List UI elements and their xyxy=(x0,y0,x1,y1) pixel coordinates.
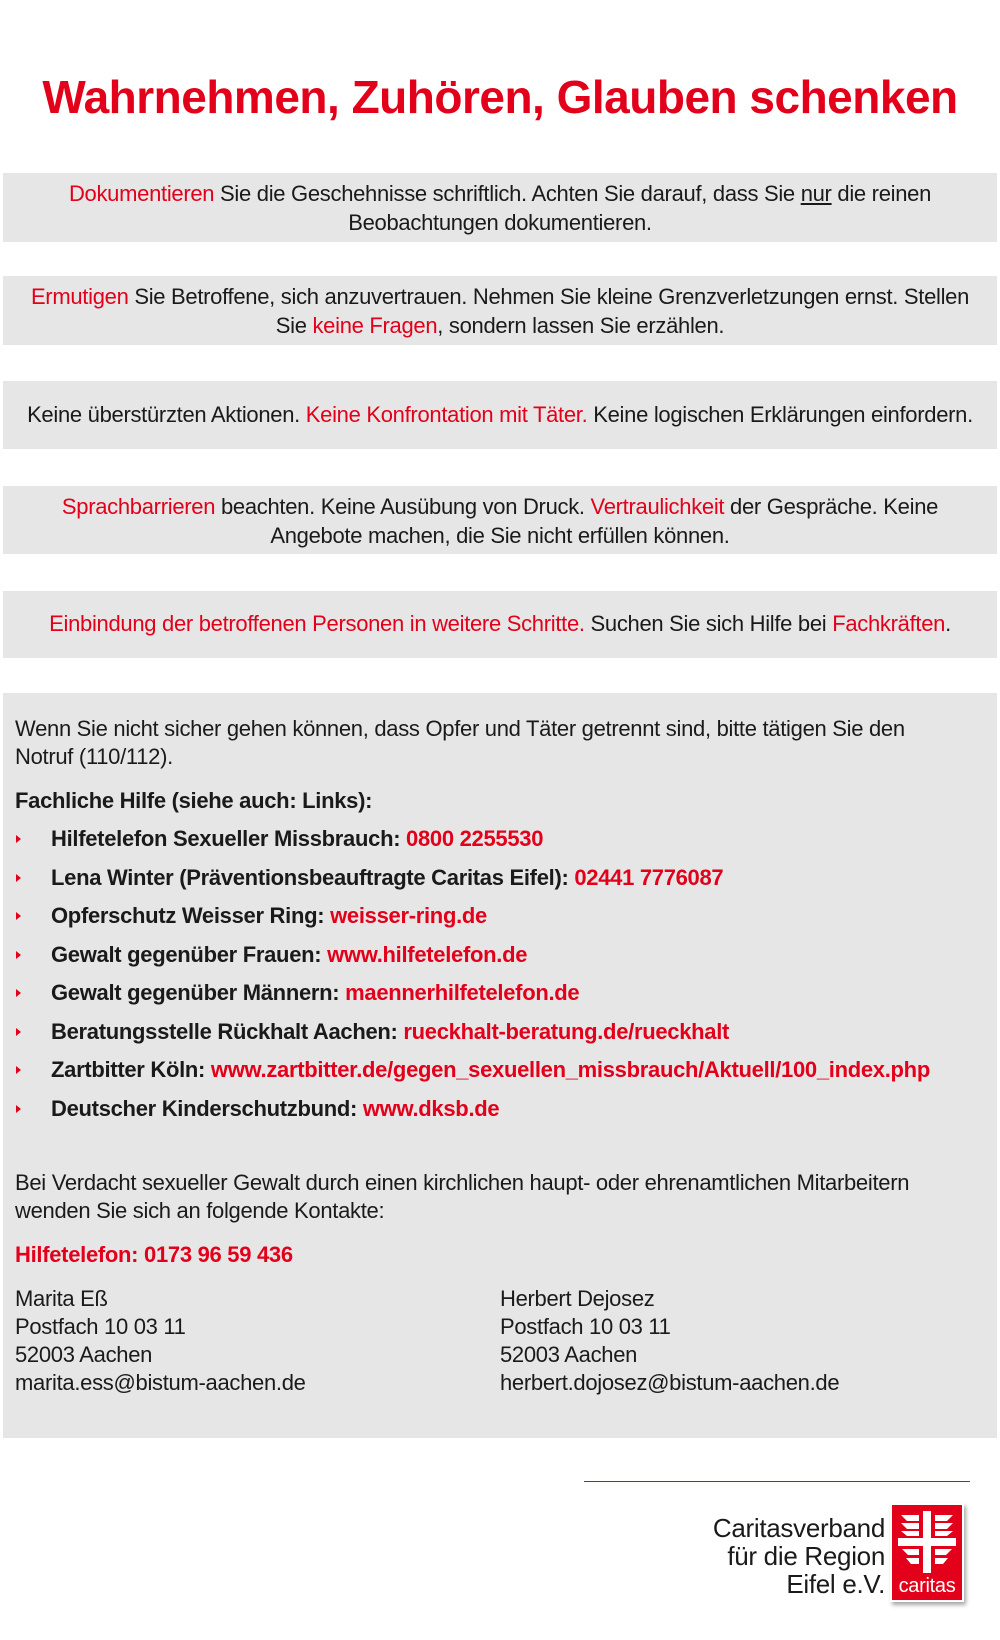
language-box xyxy=(3,486,997,554)
documentation-box xyxy=(3,173,997,242)
caritas-logo xyxy=(890,1503,964,1602)
encourage-line-1 xyxy=(3,283,997,312)
list-item xyxy=(15,979,985,1018)
org-line-3: Eifel e.V. xyxy=(786,1569,885,1599)
language-keyword: Sprachbarrieren xyxy=(61,494,216,519)
page-title: Wahrnehmen, Zuhören, Glauben schenken xyxy=(42,71,958,123)
involvement-box xyxy=(3,591,997,658)
language-line-2: Angebote machen, die Sie nicht erfüllen können. xyxy=(270,522,730,548)
bullet-arrow-icon xyxy=(16,989,21,997)
contact-po-box: Postfach 10 03 11 xyxy=(15,1314,186,1339)
no-rash-actions-line xyxy=(3,401,997,430)
contact-name: Marita Eß xyxy=(15,1286,108,1311)
encourage-keyword: Ermutigen xyxy=(30,284,129,309)
org-line-1: Caritasverband xyxy=(712,1513,885,1543)
link-label: Gewalt gegenüber Männern: xyxy=(51,980,346,1005)
involvement-line xyxy=(3,610,997,639)
help-links-list xyxy=(15,825,985,1133)
link-value[interactable]: www.zartbitter.de/gegen_sexuellen_missbrauch/Aktuell/100_index.php xyxy=(210,1057,930,1082)
bullet-arrow-icon xyxy=(16,1066,21,1074)
link-value[interactable]: maennerhilfetelefon.de xyxy=(345,980,580,1005)
help-info-box xyxy=(3,693,997,1438)
contact-po-box: Postfach 10 03 11 xyxy=(500,1314,671,1339)
link-label: Beratungsstelle Rückhalt Aachen: xyxy=(51,1018,404,1044)
bullet-arrow-icon xyxy=(16,874,21,882)
language-line-1 xyxy=(3,493,997,522)
contact-email[interactable]: herbert.dojosez@bistum-aachen.de xyxy=(500,1370,840,1395)
hotline-number: Hilfetelefon: 0173 96 59 436 xyxy=(15,1242,293,1267)
documentation-line-1 xyxy=(3,180,997,209)
contacts xyxy=(15,1285,985,1397)
language-text: beachten. Keine Ausübung von Druck. xyxy=(215,494,591,519)
documentation-keyword: Dokumentieren xyxy=(68,181,215,206)
involvement-period: . xyxy=(945,611,951,636)
link-value[interactable]: rueckhalt-beratung.de/rueckhalt xyxy=(403,1018,730,1044)
link-value[interactable]: 0800 2255530 xyxy=(406,826,544,851)
involvement-text: Suchen Sie sich Hilfe bei xyxy=(584,611,833,636)
list-item xyxy=(15,864,985,903)
underlined-nur: nur xyxy=(800,181,832,206)
list-item xyxy=(15,825,985,864)
link-label: Opferschutz Weisser Ring: xyxy=(51,903,331,928)
link-value[interactable]: weisser-ring.de xyxy=(330,903,487,928)
org-line-2: für die Region xyxy=(727,1541,885,1571)
documentation-line-2: Beobachtungen dokumentieren. xyxy=(348,209,652,235)
encourage-text-3: , sondern lassen Sie erzählen. xyxy=(437,312,725,338)
bullet-arrow-icon xyxy=(16,1105,21,1113)
link-value[interactable]: www.hilfetelefon.de xyxy=(327,941,528,967)
link-label: Lena Winter (Präventionsbeauftragte Caritas Eifel): xyxy=(51,864,575,890)
list-item xyxy=(15,1095,985,1134)
emergency-intro-line-1: Wenn Sie nicht sicher gehen können, dass Opfer und Täter getrennt sind, bitte tätigen Sie den xyxy=(15,716,905,741)
caritas-logo-text: caritas xyxy=(898,1575,956,1597)
suspicion-line-2: wenden Sie sich an folgende Kontakte: xyxy=(15,1198,385,1223)
link-label: Deutscher Kinderschutzbund: xyxy=(51,1095,363,1121)
language-text-2: der Gespräche. Keine xyxy=(724,494,939,519)
suspicion-line-1: Bei Verdacht sexueller Gewalt durch einen kirchlichen haupt- oder ehrenamtlichen Mitarbeitern xyxy=(15,1170,910,1195)
contact-card xyxy=(15,1285,500,1397)
specialists-keyword: Fachkräften xyxy=(832,611,946,636)
documentation-text-end: die reinen xyxy=(831,181,932,206)
bullet-arrow-icon xyxy=(16,835,21,843)
no-questions-keyword: keine Fragen xyxy=(312,312,438,338)
list-item xyxy=(15,941,985,980)
caritas-flame-cross-icon xyxy=(898,1511,956,1573)
contact-email[interactable]: marita.ess@bistum-aachen.de xyxy=(15,1370,306,1395)
list-item xyxy=(15,1018,985,1057)
encourage-line-2 xyxy=(3,312,997,341)
no-confrontation-keyword: Keine Konfrontation mit Täter. xyxy=(305,402,588,427)
help-heading: Fachliche Hilfe (siehe auch: Links): xyxy=(15,788,373,813)
link-value[interactable]: www.dksb.de xyxy=(362,1095,500,1121)
documentation-text: Sie die Geschehnisse schriftlich. Achten Sie darauf, dass Sie xyxy=(214,181,801,206)
organization-name xyxy=(713,1514,885,1598)
link-label: Zartbitter Köln: xyxy=(51,1057,211,1082)
link-label: Hilfetelefon Sexueller Missbrauch: xyxy=(51,826,407,851)
bullet-arrow-icon xyxy=(16,951,21,959)
contact-name: Herbert Dejosez xyxy=(500,1286,655,1311)
list-item xyxy=(15,1056,985,1095)
encourage-text-2: Sie xyxy=(275,312,313,338)
footer-divider xyxy=(584,1481,970,1482)
link-label: Gewalt gegenüber Frauen: xyxy=(51,941,328,967)
involvement-keyword: Einbindung der betroffenen Personen in weitere Schritte. xyxy=(49,611,585,636)
contact-card xyxy=(500,1285,985,1397)
encourage-text: Sie Betroffene, sich anzuvertrauen. Nehmen Sie kleine Grenzverletzungen ernst. Stellen xyxy=(128,284,970,309)
contact-city: 52003 Aachen xyxy=(15,1342,153,1367)
link-value[interactable]: 02441 7776087 xyxy=(574,864,724,890)
contact-city: 52003 Aachen xyxy=(500,1342,638,1367)
no-rash-actions-text: Keine überstürzten Aktionen. xyxy=(27,402,306,427)
no-explanations-text: Keine logischen Erklärungen einfordern. xyxy=(587,402,973,427)
bullet-arrow-icon xyxy=(16,912,21,920)
bullet-arrow-icon xyxy=(16,1028,21,1036)
list-item xyxy=(15,902,985,941)
emergency-intro-line-2: Notruf (110/112). xyxy=(15,744,173,769)
encourage-box xyxy=(3,276,997,345)
confidentiality-keyword: Vertraulichkeit xyxy=(590,494,725,519)
no-rash-actions-box xyxy=(3,381,997,449)
